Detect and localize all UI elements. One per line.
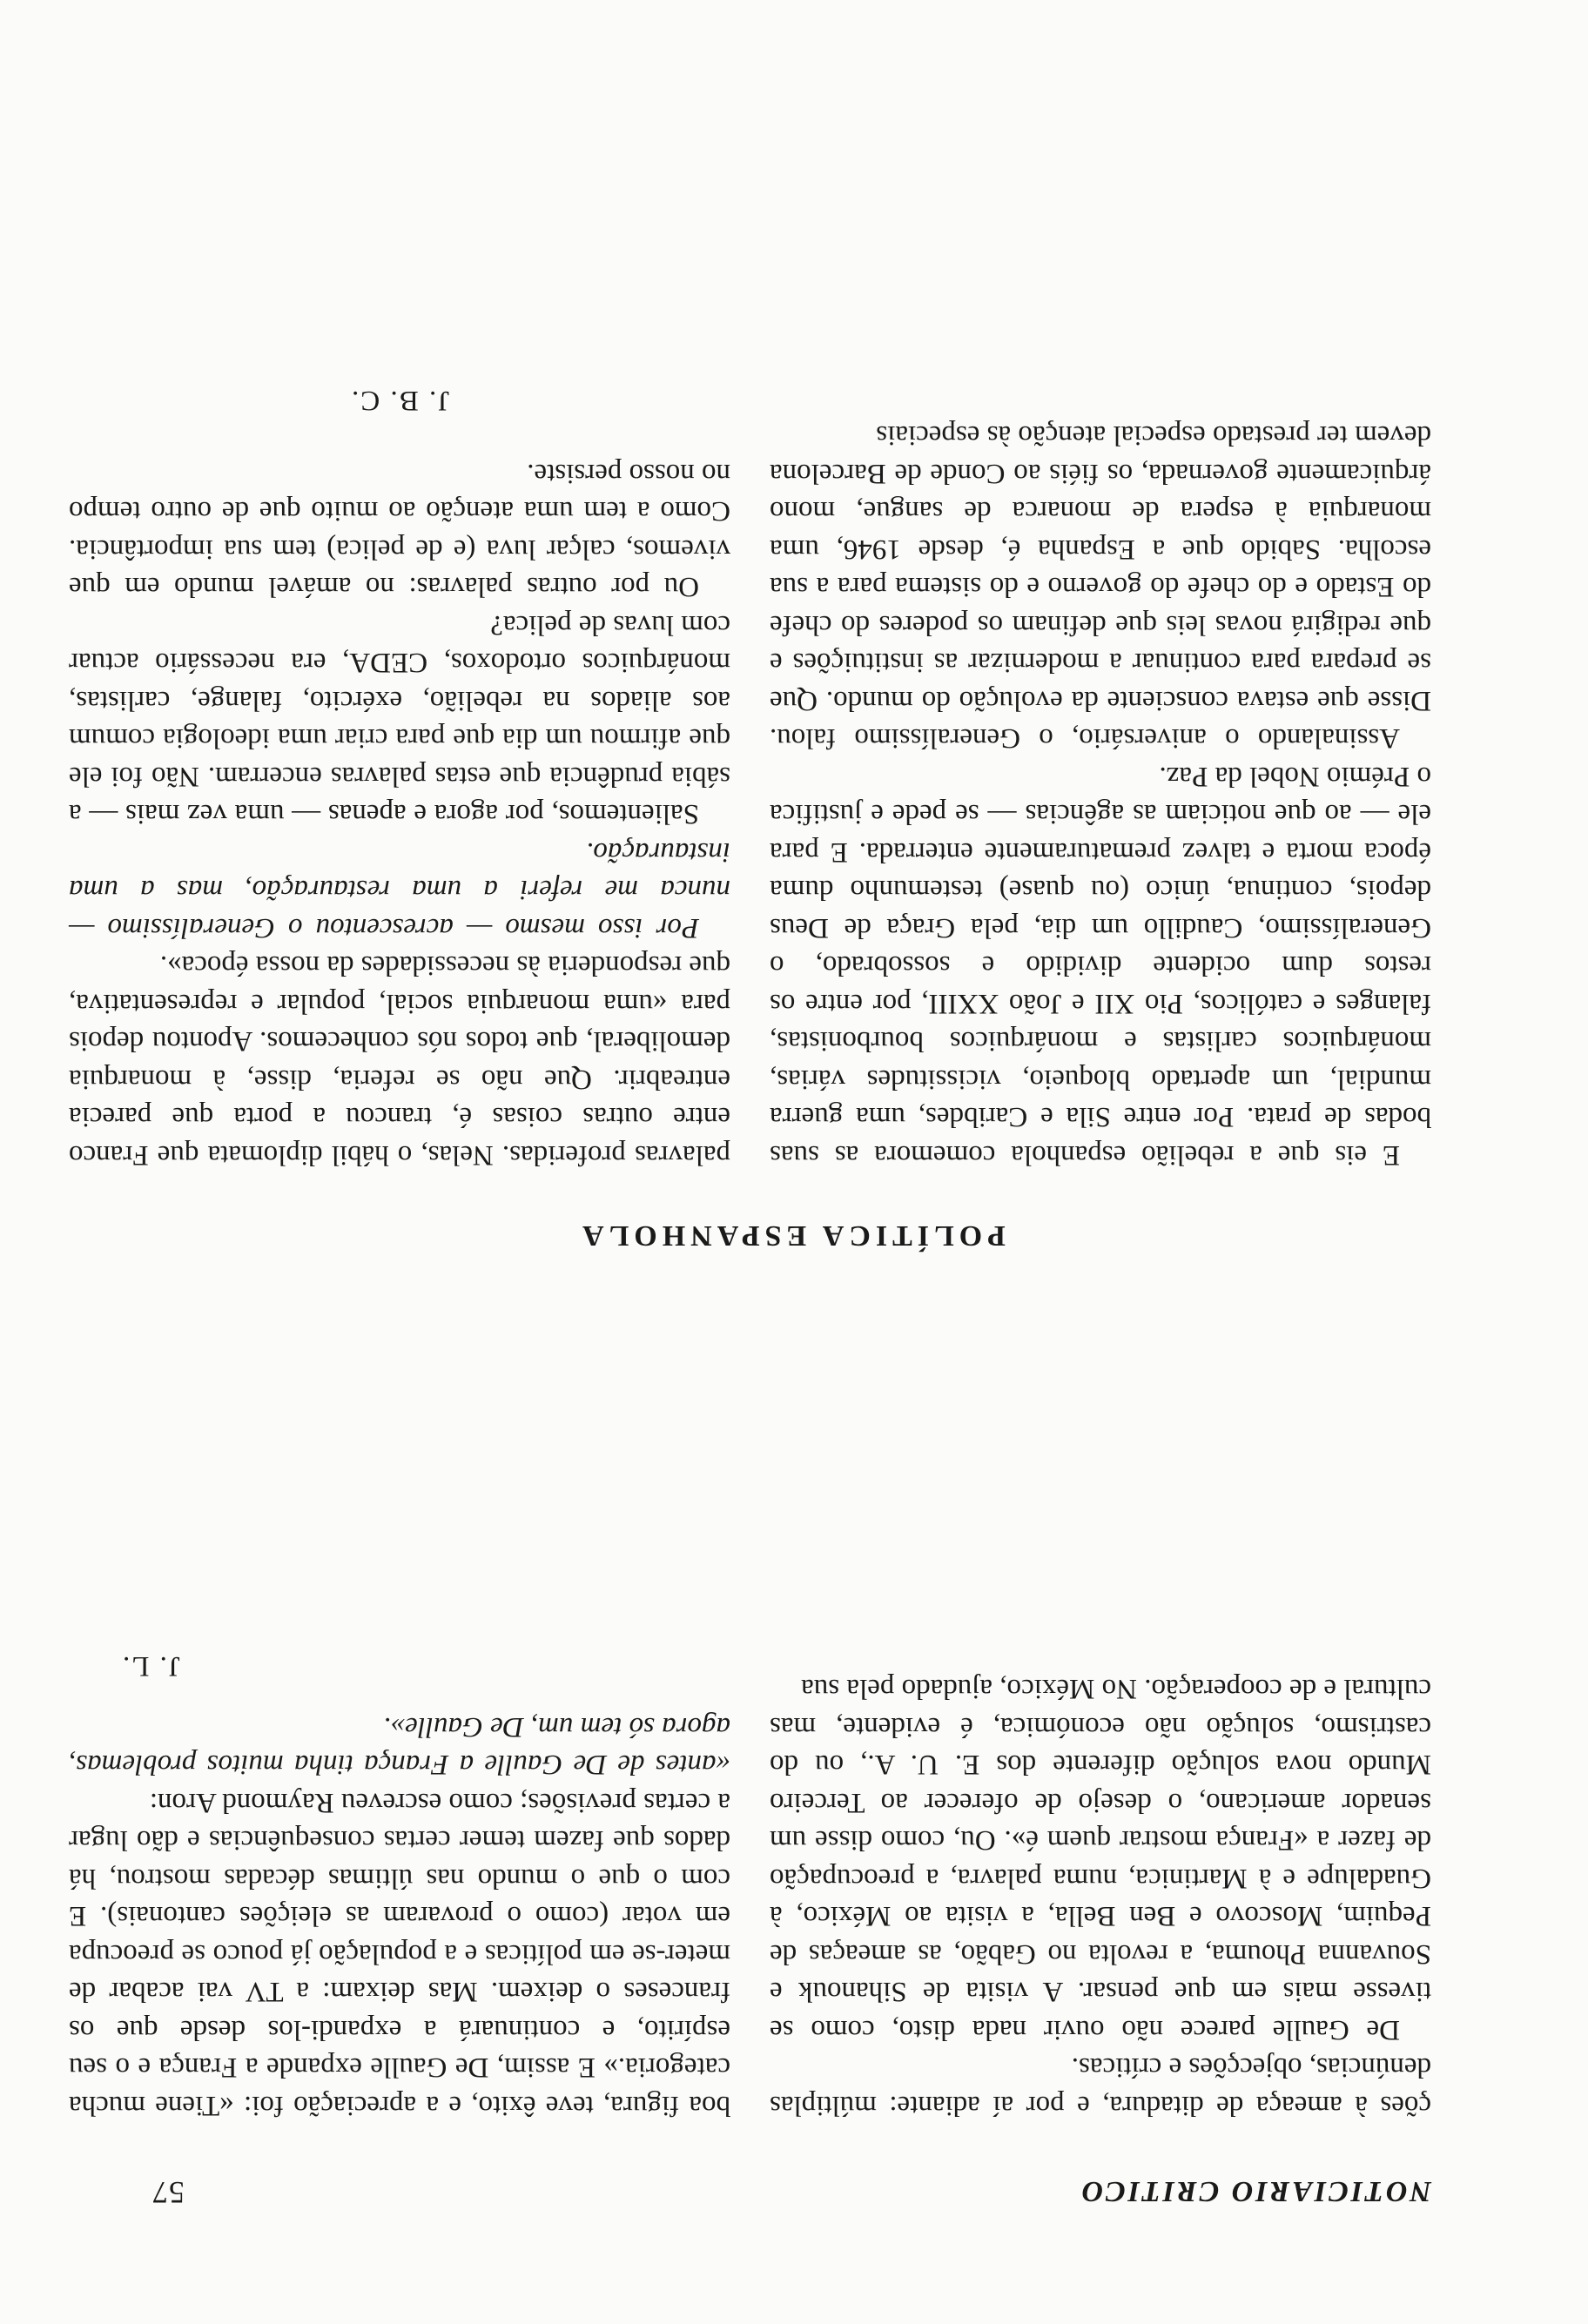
column-top-left bbox=[770, 1669, 1431, 2124]
paragraph: boa figura, teve êxito, e a apreciação foi: «Tiene mucha categoria.» E assim, De Gaulle expande a França e o seu espírito, e continuará a expandi-los desde que os franceses o deixem. Mas deixam: a TV vai acabar de meter-se em políticas e a população já pouco se preocupa em votar (como o provaram as eleições cantonais). E com o que o mundo nas últimas décadas mostrou, há dados que fazem temer certas consequências e dão lugar a certas previsões; como escreveu Raymond Aron: bbox=[69, 1787, 730, 2121]
running-title: NOTICIARIO CRITICO bbox=[1079, 2175, 1431, 2207]
signature: J. L. bbox=[121, 1650, 180, 1683]
paragraph: De Gaulle parece não ouvir nada disto, como se tivesse mais em que pensar. A visita de Sihanouk e Souvanna Phouma, a revolta no Gabão, as ameaças de Pequim, Moscovo e Ben Bella, a visita ao México, à Guadalupe e à Martinica, numa palavra, a preocupação de fazer a «França mostrar quem é». Ou, como disse um senador americano, o desejo de oferecer ao Terceiro Mundo nova solução diferente dos E. U. A., ou do castrismo, solução não económica, é evidente, mas cultural e de cooperação. No México, ajudado pela sua bbox=[770, 1673, 1431, 2045]
quote-text: «antes de De Gaulle a França tinha muitos problemas, agora só tem um, De Gaulle». bbox=[69, 1711, 730, 1781]
paragraph: E eis que a rebelião espanhola comemora as suas bodas de prata. Por entre Sila e Caribdes, uma guerra mundial, um apertado bloqueio, vicissitudes várias, monárquicos carlistas e monárquicos bourbonistas, falanges e católicos, Pio XII e João XXIII, por entre os restos dum ocidente dividido e sossobrado, o Generalíssimo, Caudillo um dia, pela Graça de Deus depois, continua, único (ou quase) testemunho duma época morta e talvez prematuramente enterrada. E para ele — ao que noticiam as agências — se pede e justifica o Prémio Nobel da Paz. bbox=[770, 761, 1431, 1171]
paragraph: ções à ameaça de ditadura, e por aí adiante: múltiplas denúncias, objecções e críticas. bbox=[770, 2052, 1431, 2121]
italic-text: Por isso mesmo — acrescentou o Generalíssimo — nunca me referi a uma restauração, mas a uma instauração. bbox=[69, 836, 730, 944]
paragraph: Ou por outras palavras: no amável mundo em que vivemos, calçar luva (e de pelica) tem sua importância. Como a tem uma atenção ao muito que de outro tempo no nosso persiste. bbox=[69, 458, 730, 603]
column-bottom-right bbox=[69, 381, 730, 1173]
section-title: POLÍTICA ESPANHOLA bbox=[577, 1219, 1006, 1252]
column-bottom-left bbox=[770, 416, 1431, 1173]
column-top-right bbox=[69, 1647, 730, 2124]
signature: J. B. C. bbox=[349, 385, 450, 417]
paragraph: palavras proferidas. Nelas, o hábil diplomata que Franco entre outras coisas é, trancou a porta que parecia entreabrir. Que não se referia, disse, à monarquia demoliberal, que todos nós conhecemos. Apontou depois para «uma monarquia social, popular e representativa, que responderia às necessidades da nossa época». bbox=[69, 950, 730, 1171]
quote-paragraph bbox=[69, 1708, 730, 1783]
paragraph: Salientemos, por agora e apenas — uma vez mais — a sábia prudência que estas palavras encerram. Não foi ele que afirmou um dia que para criar uma ideologia comum aos aliados na rebelião, exército, falange, carlistas, monárquicos ortodoxos, CEDA, era necessário actuar com luvas de pelica? bbox=[69, 609, 730, 830]
paragraph: Assinalando o aniversário, o Generalíssimo falou. Disse que estava consciente da evolução do mundo. Que se prepara para continuar a modernizar as instituições e que redigirá novas leis que definam os poderes do chefe do Estado e do chefe do governo e do sistema para a sua escolha. Sabido que a Espanha é, desde 1946, uma monarquia à espera de monarca de sangue, mono árquicamente governada, os fiéis ao Conde de Barcelona devem ter prestado especial atenção às especiais bbox=[770, 420, 1431, 755]
running-head bbox=[151, 2174, 1431, 2211]
page-number: 57 bbox=[151, 2175, 185, 2210]
italic-paragraph bbox=[69, 833, 730, 947]
